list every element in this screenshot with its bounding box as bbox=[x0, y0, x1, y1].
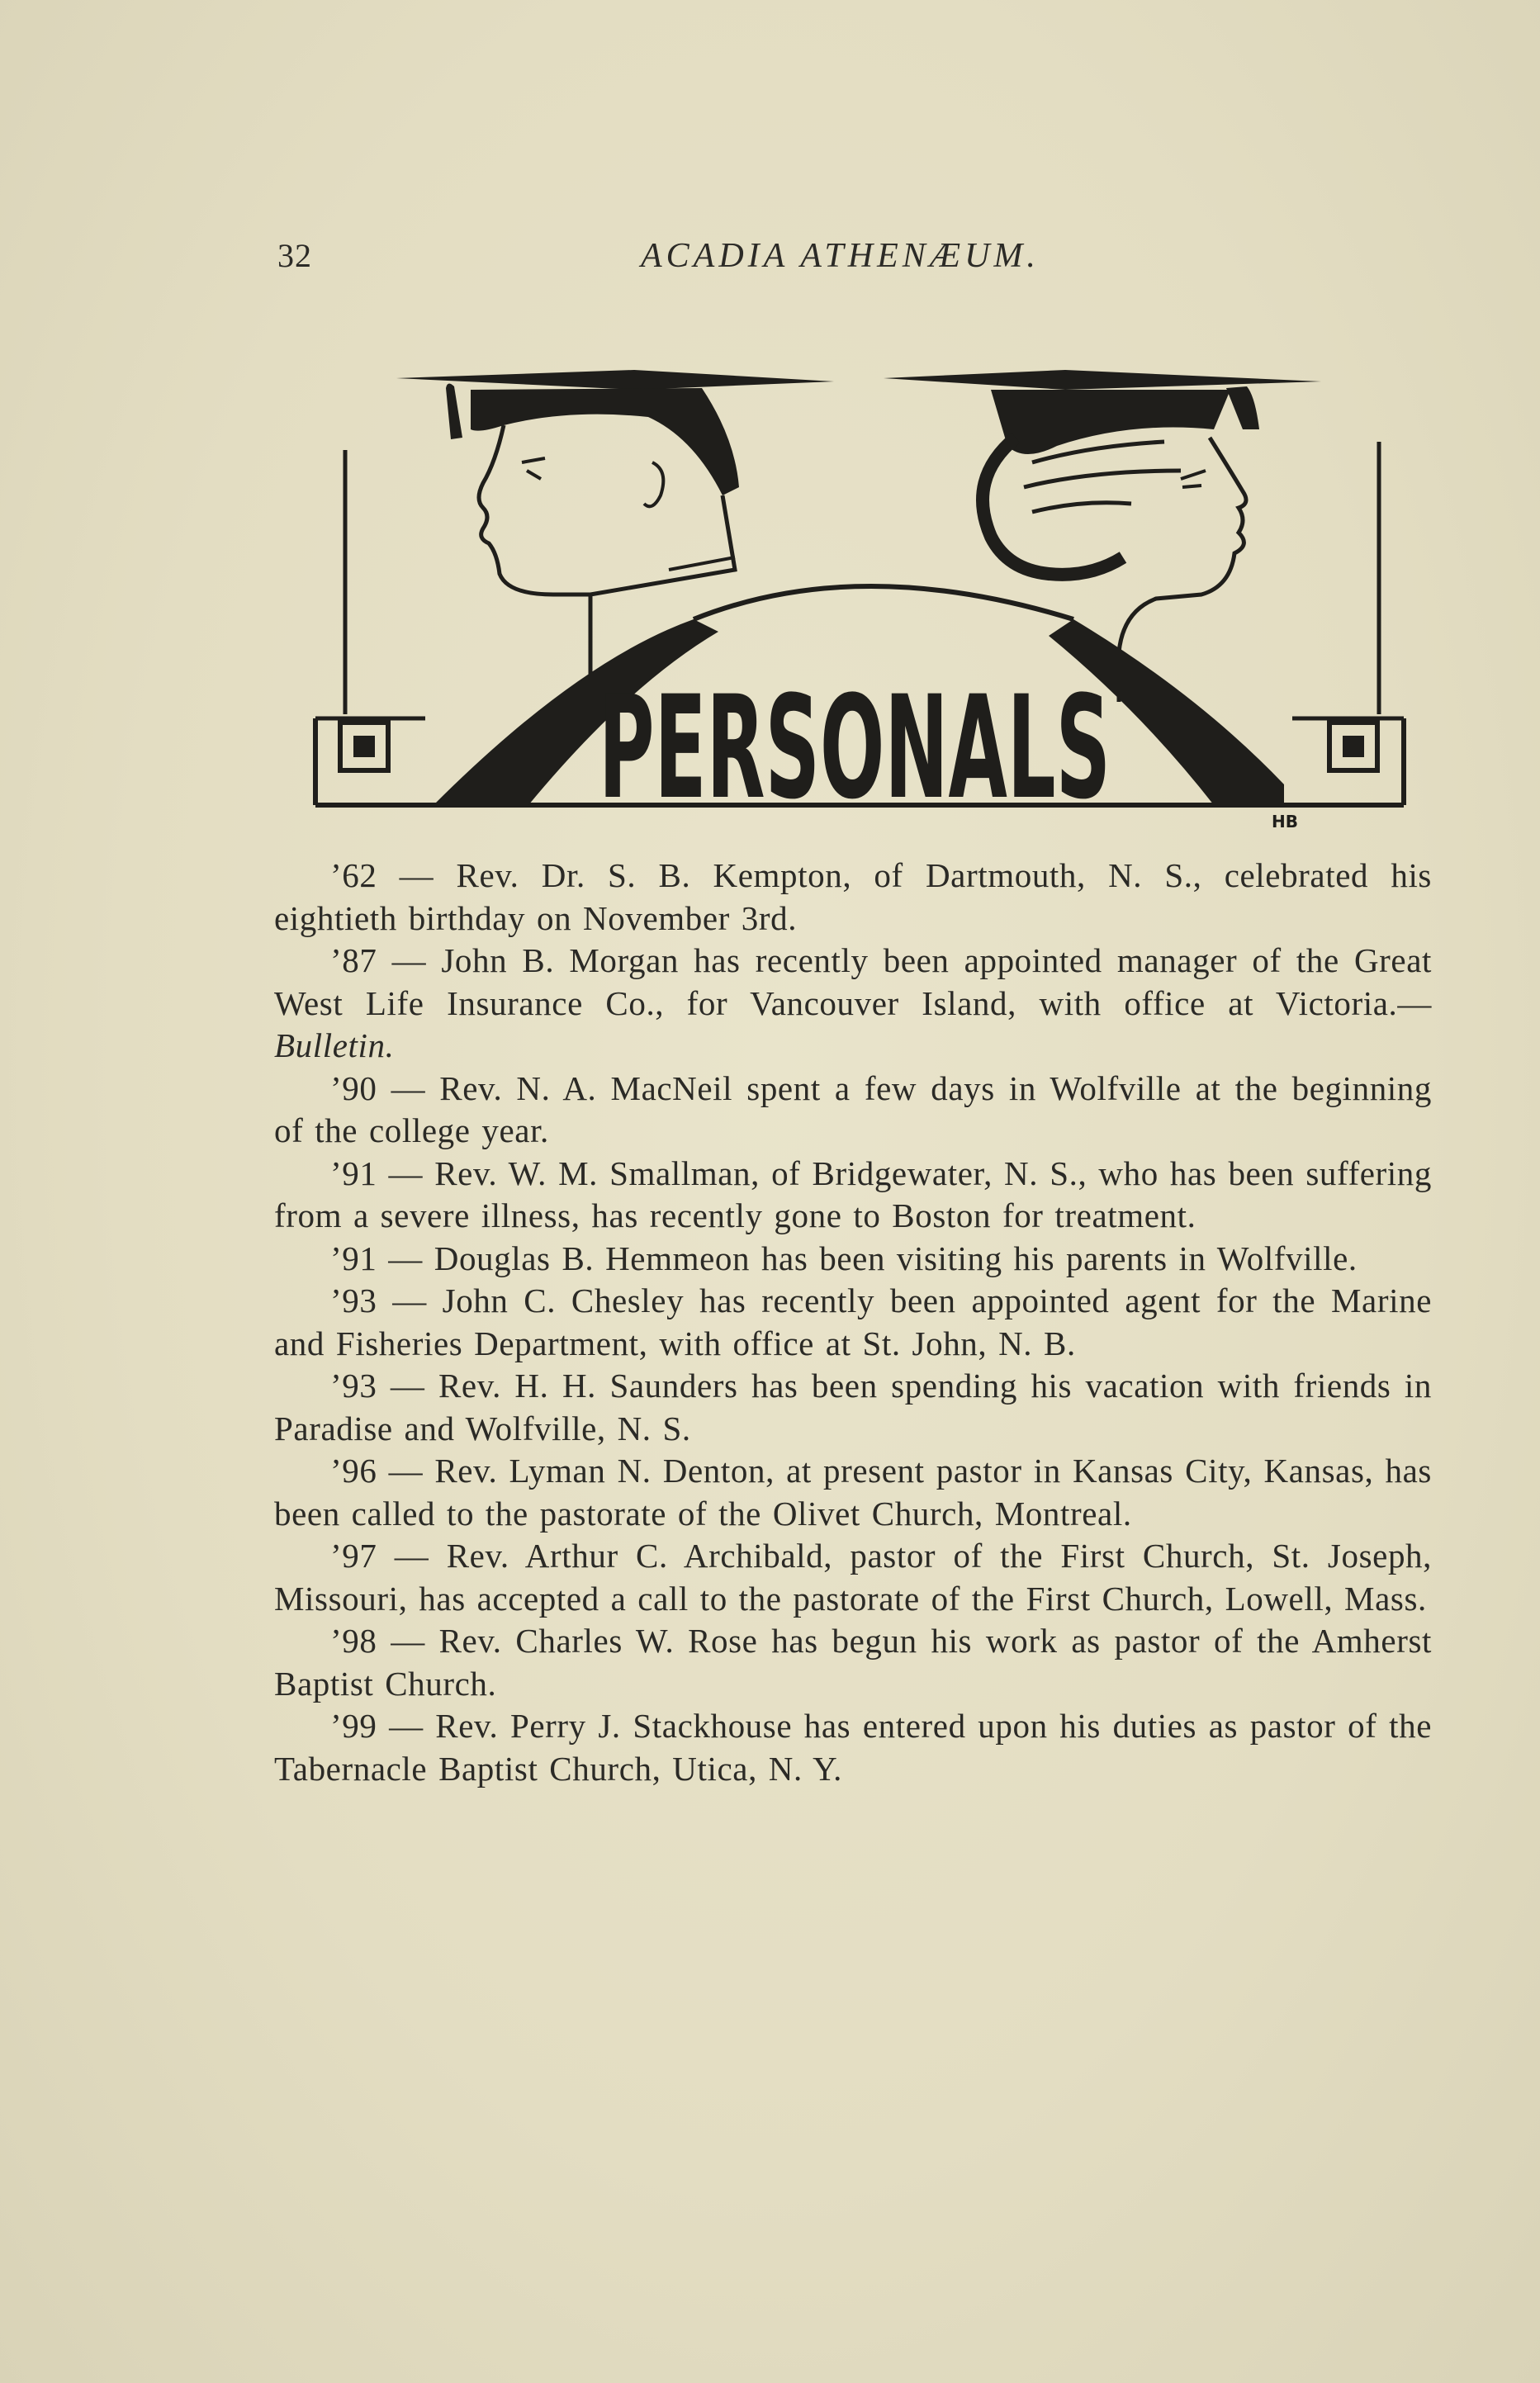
personals-entries bbox=[274, 855, 1432, 1790]
running-head bbox=[277, 236, 1433, 286]
journal-title: ACADIA ATHENÆUM. bbox=[641, 237, 1040, 275]
artist-monogram: HB bbox=[1272, 812, 1298, 831]
right-square-ornament-icon bbox=[1329, 722, 1377, 770]
personal-entry: ’93 — John C. Chesley has recently been appointed agent for the Marine and Fisheries Department, with office at St. John, N. B. bbox=[274, 1282, 1432, 1362]
personal-entry: ’87 — John B. Morgan has recently been appointed manager of the Great West Life Insurance Co., for Vancouver Island, with office at Victoria.— Bulletin. bbox=[274, 941, 1432, 1064]
personals-header-illustration bbox=[306, 347, 1412, 834]
personal-entry: ’99 — Rev. Perry J. Stackhouse has entered upon his duties as pastor of the Tabernacle Baptist Church, Utica, N. Y. bbox=[274, 1707, 1432, 1788]
personals-title-word: PERSONALS bbox=[599, 665, 1111, 831]
personal-entry: ’93 — Rev. H. H. Saunders has been spending his vacation with friends in Paradise and Wolfville, N. S. bbox=[274, 1367, 1432, 1447]
personal-entry: ’62 — Rev. Dr. S. B. Kempton, of Dartmouth, N. S., celebrated his eightieth birthday on November 3rd. bbox=[274, 856, 1432, 937]
left-square-ornament-icon bbox=[340, 722, 388, 770]
personal-entry: ’97 — Rev. Arthur C. Archibald, pastor of the First Church, St. Joseph, Missouri, has accepted a call to the pastorate of the First Church, Lowell, Mass. bbox=[274, 1537, 1432, 1618]
personal-entry: ’96 — Rev. Lyman N. Denton, at present pastor in Kansas City, Kansas, has been called to the pastorate of the Olivet Church, Montreal. bbox=[274, 1452, 1432, 1533]
personal-entry: ’91 — Douglas B. Hemmeon has been visiting his parents in Wolfville. bbox=[330, 1239, 1358, 1277]
personals-header-svg bbox=[306, 347, 1412, 834]
personal-entry: ’91 — Rev. W. M. Smallman, of Bridgewater, N. S., who has been suffering from a severe illness, has recently gone to Boston for treatment. bbox=[274, 1154, 1432, 1234]
personal-entry: ’98 — Rev. Charles W. Rose has begun his work as pastor of the Amherst Baptist Church. bbox=[274, 1622, 1432, 1703]
personal-entry: ’90 — Rev. N. A. MacNeil spent a few days in Wolfville at the beginning of the college year. bbox=[274, 1068, 1432, 1149]
page-number: 32 bbox=[277, 237, 312, 274]
mortarboard-man-profile-icon bbox=[396, 370, 834, 677]
source-citation: Bulletin. bbox=[274, 1026, 395, 1064]
